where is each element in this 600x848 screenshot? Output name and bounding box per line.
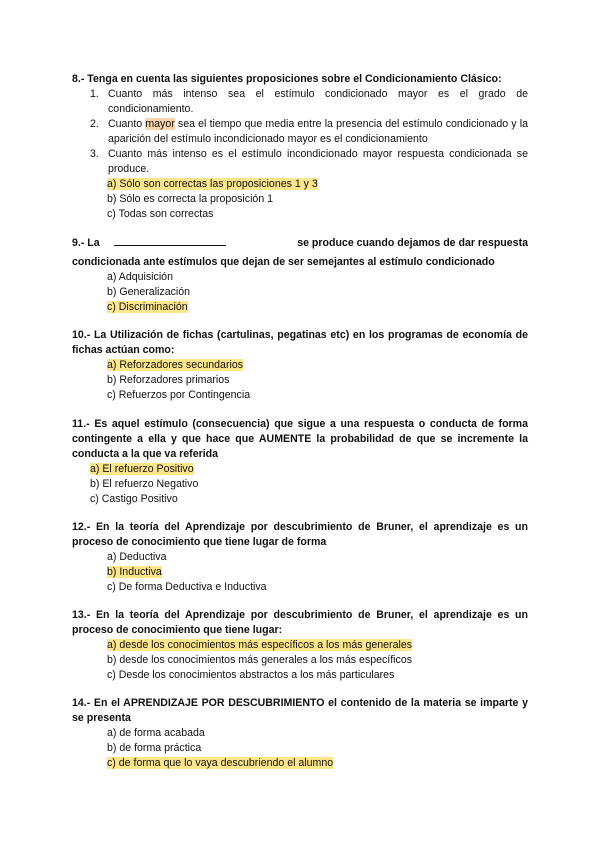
proposition-text: Cuanto más intenso sea el estímulo condicionado mayor es el grado de condicionamiento.	[108, 88, 528, 115]
option-b: b) de forma práctica	[107, 742, 202, 754]
option-c	[107, 756, 528, 771]
option-a: a) Deductiva	[107, 551, 167, 563]
option-b	[107, 565, 528, 580]
question-stem: 14.- En el APRENDIZAJE POR DESCUBRIMIENTO el contenido de la materia se imparte y se presenta	[72, 697, 528, 724]
question-14	[72, 696, 528, 771]
option-a	[107, 177, 528, 192]
stem-end: se produce cuando dejamos de dar respuesta	[297, 237, 528, 249]
question-stem-continued: condicionada ante estímulos que dejan de ser semejantes al estímulo condicionado	[72, 256, 495, 268]
proposition-text-pre: Cuanto	[108, 118, 146, 130]
option-label: b) Inductiva	[107, 566, 162, 578]
option-a	[107, 638, 528, 653]
option-b: b) desde los conocimientos más generales a los más específicos	[107, 654, 413, 666]
option-a: a) Adquisición	[107, 271, 173, 283]
question-stem: 8.- Tenga en cuenta las siguientes proposiciones sobre el Condicionamiento Clásico:	[72, 73, 502, 85]
question-stem: 10.- La Utilización de fichas (cartulinas, pegatinas etc) en los programas de economía de fichas actúan como:	[72, 329, 528, 356]
question-9	[72, 236, 528, 315]
question-11	[72, 417, 528, 507]
question-12	[72, 520, 528, 595]
option-label: a) desde los conocimientos más específicos a los más generales	[107, 639, 413, 651]
question-13	[72, 608, 528, 683]
option-label: a) El refuerzo Positivo	[90, 463, 194, 475]
fill-blank	[114, 236, 226, 246]
option-a	[90, 462, 528, 477]
stem-start-text: 9.- La	[72, 237, 100, 249]
option-b: b) Reforzadores primarios	[107, 374, 230, 386]
proposition-text-post: sea el tiempo que media entre la presencia del estímulo condicionado y la aparición del estímulo incondicionado mayor es el condicionamiento	[108, 118, 528, 145]
proposition-text: Cuanto más intenso es el estímulo incondicionado mayor respuesta condicionada se produce.	[108, 148, 528, 175]
option-c	[107, 300, 528, 315]
option-c: c) De forma Deductiva e Inductiva	[107, 581, 267, 593]
proposition-1	[90, 87, 528, 117]
option-a: a) de forma acabada	[107, 727, 205, 739]
option-b: b) El refuerzo Negativo	[90, 478, 199, 490]
proposition-3	[90, 147, 528, 177]
option-b: b) Sólo es correcta la proposición 1	[107, 193, 274, 205]
option-b: b) Generalización	[107, 286, 191, 298]
option-c: c) Castigo Positivo	[90, 493, 178, 505]
question-8	[72, 72, 528, 222]
question-stem	[72, 236, 528, 251]
option-label: a) Sólo son correctas las proposiciones 1 y 3	[107, 178, 318, 190]
proposition-text	[108, 117, 528, 147]
option-a	[107, 358, 528, 373]
proposition-number: 2.	[90, 118, 99, 130]
proposition-number: 1.	[90, 88, 99, 100]
question-stem: 13.- En la teoría del Aprendizaje por descubrimiento de Bruner, el aprendizaje es un proceso de conocimiento que tiene lugar:	[72, 609, 528, 636]
option-label: c) de forma que lo vaya descubriendo el alumno	[107, 757, 334, 769]
question-10	[72, 328, 528, 403]
option-label: a) Reforzadores secundarios	[107, 359, 244, 371]
stem-start	[72, 236, 236, 251]
proposition-number: 3.	[90, 148, 99, 160]
proposition-2	[90, 117, 528, 147]
option-c: c) Refuerzos por Contingencia	[107, 389, 251, 401]
question-stem: 11.- Es aquel estímulo (consecuencia) que sigue a una respuesta o conducta de forma contingente a ella y que hace que AUMENTE la probabilidad de que se incremente la conducta a la que va referida	[72, 418, 528, 460]
option-c: c) Desde los conocimientos abstractos a los más particulares	[107, 669, 395, 681]
question-stem: 12.- En la teoría del Aprendizaje por descubrimiento de Bruner, el aprendizaje es un proceso de conocimiento que tiene lugar de forma	[72, 521, 528, 548]
option-label: c) Discriminación	[107, 301, 188, 313]
option-c: c) Todas son correctas	[107, 208, 214, 220]
highlighted-word: mayor	[145, 118, 175, 130]
